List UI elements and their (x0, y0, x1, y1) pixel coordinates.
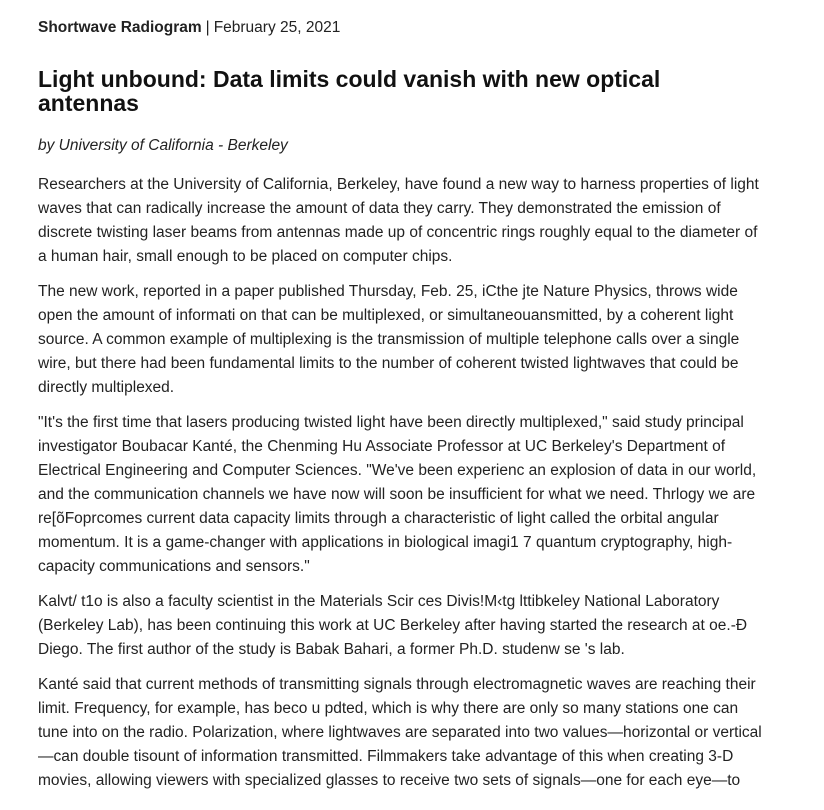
article-body (38, 173, 786, 793)
article-title: Light unbound: Data limits could vanish with new optical antennas (38, 66, 661, 116)
source-name: Shortwave Radiogram (38, 19, 202, 36)
paragraph-1: Researchers at the University of California, Berkeley, have found a new way to harness properties of light waves that can radically increase the amount of data they carry. They demonstrated the emission of discrete twisting laser beams from antennas made up of concentric rings roughly equal to the diameter of a human hair, small enough to be placed on computer chips. (38, 176, 759, 265)
paragraph-2: The new work, reported in a paper published Thursday, Feb. 25, iCthe jte Nature Physics, throws wide open the amount of informati on that can be multiplexed, or simultaneouansmitted, by a coherent light source. A common example of multiplexing is the transmission of multiple telephone calls over a single wire, but there had been fundamental limits to the number of coherent twisted lightwaves that could be directly multiplexed. (38, 283, 740, 396)
paragraph-3: "It's the first time that lasers producing twisted light have been directly multiplexed," said study principal investigator Boubacar Kanté, the Chenming Hu Associate Professor at UC Berkeley's Department of Electrical Engineering and Computer Sciences. "We've been experienc an explosion of data in our world, and the communication channels we have now will soon be insufficient for what we need. Thrlogy we are re[õFoprcomes current data capacity limits through a characteristic of light called the orbital angular momentum. It is a game-changer with applications in biological imagi1 7 quantum cryptography, high- capacity communications and sensors." (38, 414, 757, 575)
article-meta (38, 17, 786, 39)
meta-separator: | (205, 19, 210, 36)
paragraph-5: Kanté said that current methods of transmitting signals through electromagnetic waves are reaching their limit. Frequency, for example, has beco u pdted, which is why there are only so many stations one can tune into on the radio. Polarization, where lightwaves are separated into two values—horizontal or vertical —can double tisount of information transmitted. Filmmakers take advantage of this when creating 3-D movies, allowing viewers with specialized glasses to receive two sets of signals—one for each eye—to (38, 676, 762, 789)
paragraph-4: Kalvt/ t1o is also a faculty scientist in the Materials Scir ces Divis!M‹tg lttibkeley National Laboratory (Berkeley Lab), has been continuing this work at UC Berkeley after having started the research at oe.-Ð Diego. The first author of the study is Babak Bahari, a former Ph.D. studenw se 's lab. (38, 593, 748, 658)
article-byline: by University of California - Berkeley (38, 137, 288, 154)
publish-date: February 25, 2021 (213, 19, 341, 36)
